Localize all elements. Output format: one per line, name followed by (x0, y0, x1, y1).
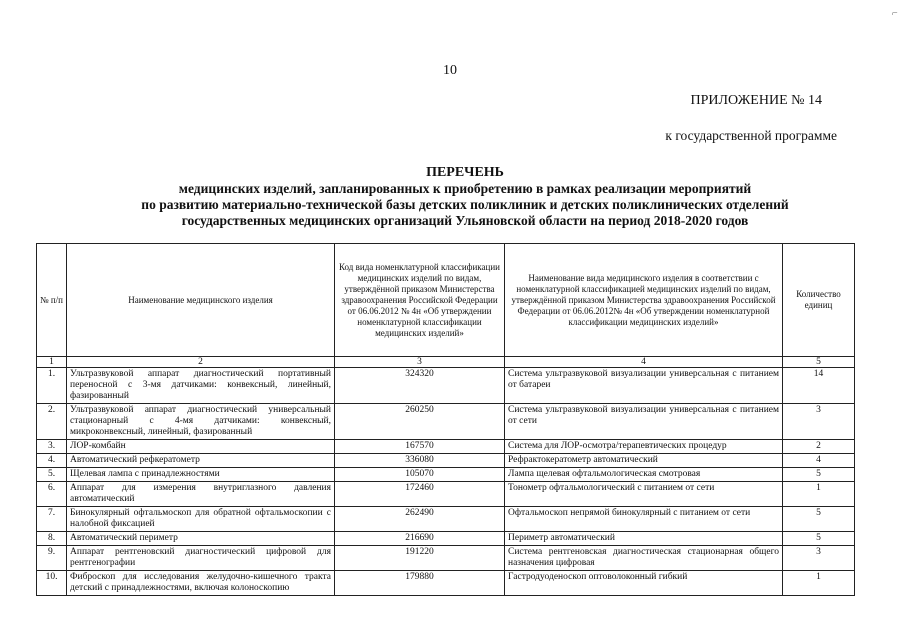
column-number-row (37, 357, 855, 368)
device-name: Автоматический периметр (67, 532, 335, 546)
row-number: 7. (37, 507, 67, 532)
device-quantity: 5 (783, 468, 855, 482)
device-code: 105070 (335, 468, 505, 482)
title-line-1: медицинских изделий, запланированных к приобретению в рамках реализации мероприятий (178, 181, 752, 196)
device-quantity: 4 (783, 454, 855, 468)
device-quantity: 2 (783, 440, 855, 454)
device-quantity: 14 (783, 368, 855, 404)
device-type: Периметр автоматический (505, 532, 783, 546)
document-title (60, 164, 870, 229)
device-code: 324320 (335, 368, 505, 404)
table-row (37, 532, 855, 546)
title-line-3: государственных медицинских организаций Ульяновской области на период 2018-2020 годов (181, 213, 749, 228)
device-type: Рефрактокератометр автоматический (505, 454, 783, 468)
table-row (37, 404, 855, 440)
device-name: Ультразвуковой аппарат диагностический портативный переносной с 3-мя датчиками: конвексный, линейный, фазированный (67, 368, 335, 404)
device-code: 167570 (335, 440, 505, 454)
title-main: ПЕРЕЧЕНЬ (426, 165, 504, 180)
device-name: Аппарат для измерения внутриглазного давления автоматический (67, 482, 335, 507)
device-quantity: 5 (783, 532, 855, 546)
header-type: Наименование вида медицинского изделия в соответствии с номенклатурной классификацией медицинских изделий по видам, утверждённой приказом Министерства здравоохранения Российской Федерации от 06.06.2012№ 4н «Об утверждении номенклатурной классификации медицинских изделий» (505, 244, 783, 357)
row-number: 8. (37, 532, 67, 546)
device-quantity: 1 (783, 571, 855, 596)
device-type: Тонометр офтальмологический с питанием от сети (505, 482, 783, 507)
device-type: Система для ЛОР-осмотра/терапевтических процедур (505, 440, 783, 454)
column-number: 5 (783, 357, 855, 368)
device-code: 191220 (335, 546, 505, 571)
table-row (37, 507, 855, 532)
device-quantity: 3 (783, 404, 855, 440)
row-number: 9. (37, 546, 67, 571)
device-code: 336080 (335, 454, 505, 468)
row-number: 4. (37, 454, 67, 468)
program-reference: к государственной программе (665, 128, 837, 143)
device-type: Гастродуоденоскоп оптоволоконный гибкий (505, 571, 783, 596)
device-type: Лампа щелевая офтальмологическая смотровая (505, 468, 783, 482)
device-code: 179880 (335, 571, 505, 596)
table-row (37, 571, 855, 596)
column-number: 2 (67, 357, 335, 368)
header-quantity: Количество единиц (783, 244, 855, 357)
table-header-row (37, 244, 855, 357)
table-row (37, 546, 855, 571)
device-name: Бинокулярный офтальмоскоп для обратной офтальмоскопии с налобной фиксацией (67, 507, 335, 532)
column-number: 3 (335, 357, 505, 368)
table-row (37, 440, 855, 454)
device-code: 172460 (335, 482, 505, 507)
device-code: 262490 (335, 507, 505, 532)
header-number: № п/п (37, 244, 67, 357)
device-code: 260250 (335, 404, 505, 440)
row-number: 1. (37, 368, 67, 404)
row-number: 10. (37, 571, 67, 596)
device-name: Щелевая лампа с принадлежностями (67, 468, 335, 482)
device-type: Система ультразвуковой визуализации универсальная с питанием от сети (505, 404, 783, 440)
device-type: Офтальмоскоп непрямой бинокулярный с питанием от сети (505, 507, 783, 532)
device-name: Автоматический рефкератометр (67, 454, 335, 468)
table-row (37, 368, 855, 404)
device-quantity: 3 (783, 546, 855, 571)
device-quantity: 1 (783, 482, 855, 507)
header-name: Наименование медицинского изделия (67, 244, 335, 357)
device-name: Ультразвуковой аппарат диагностический универсальный стационарный с 4-мя датчиками: конвексный, микроконвексный, линейный, фазированный (67, 404, 335, 440)
device-list-table (36, 243, 855, 596)
header-code: Код вида номенклатурной классификации медицинских изделий по видам, утверждённой приказом Министерства здравоохранения Российской Федерации от 06.06.2012 № 4н «Об утверждении номенклатурной классификации медицинских изделий» (335, 244, 505, 357)
row-number: 3. (37, 440, 67, 454)
row-number: 6. (37, 482, 67, 507)
table-row (37, 468, 855, 482)
table-row (37, 454, 855, 468)
column-number: 4 (505, 357, 783, 368)
device-code: 216690 (335, 532, 505, 546)
row-number: 5. (37, 468, 67, 482)
device-type: Система ультразвуковой визуализации универсальная с питанием от батареи (505, 368, 783, 404)
scan-mark: ⌐ (892, 8, 898, 19)
page-number: 10 (443, 63, 457, 78)
title-line-2: по развитию материально-технической базы детских поликлиник и детских поликлинических отделений (141, 197, 789, 212)
appendix-label: ПРИЛОЖЕНИЕ № 14 (690, 93, 822, 108)
device-type: Система рентгеновская диагностическая стационарная общего назначения цифровая (505, 546, 783, 571)
device-name: ЛОР-комбайн (67, 440, 335, 454)
device-quantity: 5 (783, 507, 855, 532)
table-row (37, 482, 855, 507)
device-name: Аппарат рентгеновский диагностический цифровой для рентгенографии (67, 546, 335, 571)
row-number: 2. (37, 404, 67, 440)
device-name: Фиброскоп для исследования желудочно-кишечного тракта детский с принадлежностями, включая колоноскопию (67, 571, 335, 596)
column-number: 1 (37, 357, 67, 368)
